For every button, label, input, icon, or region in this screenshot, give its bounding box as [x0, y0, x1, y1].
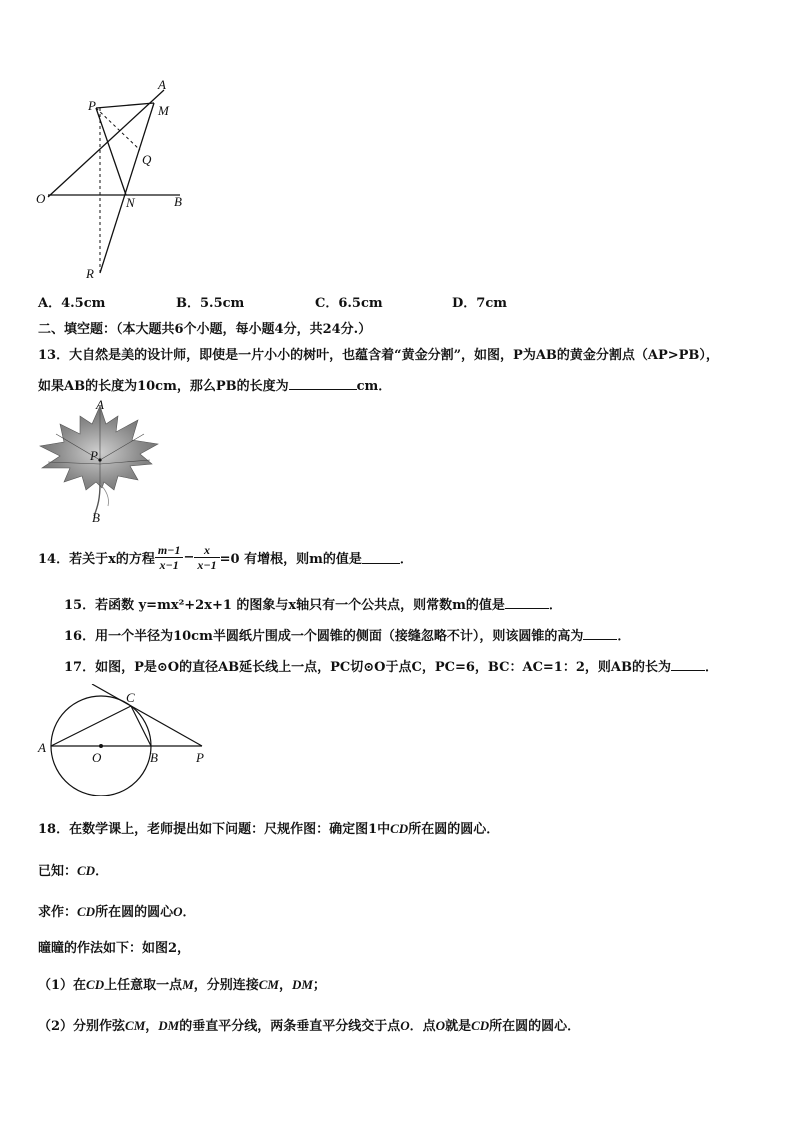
q13-line2: 如果AB的长度为10cm，那么PB的长度为 cm．: [38, 379, 392, 394]
circle-label-c: C: [126, 690, 135, 705]
option-d: D．7cm: [452, 296, 507, 311]
label-n: N: [126, 195, 135, 210]
q17-line: 17．如图，P是⊙O的直径AB延长线上一点，PC切⊙O于点C，PC=6，BC：AC=1：2，则AB的长为 ．: [64, 660, 718, 675]
circle-label-p: P: [196, 750, 204, 765]
circle-label-b: B: [150, 750, 158, 765]
arc-cd: CD: [77, 904, 96, 919]
leaf-label-b: B: [92, 510, 100, 525]
leaf-label-a: A: [96, 398, 104, 412]
q18-step1: （1）在CD上任意取一点M，分别连接CM，DM；: [38, 977, 326, 993]
q13-answer-blank[interactable]: [289, 377, 357, 390]
circle-tangent-figure: [34, 684, 214, 796]
option-b: B．5.5cm: [176, 296, 245, 311]
label-p: P: [88, 98, 96, 113]
label-q: Q: [142, 152, 152, 167]
arc-cd: CD: [86, 977, 105, 992]
option-a: A．4.5cm: [38, 296, 106, 311]
arc-cd: CD: [77, 863, 96, 878]
arc-cd: CD: [471, 1018, 490, 1033]
point-p: [98, 458, 101, 461]
q12-options: [38, 292, 598, 311]
q18-step2: （2）分别作弦CM，DM的垂直平分线，两条垂直平分线交于点O．点O就是CD所在圆的圆心．: [38, 1018, 581, 1034]
circle-label-a: A: [38, 740, 46, 755]
label-o: O: [36, 191, 46, 206]
q18-intro: 18．在数学课上，老师提出如下问题：尺规作图：确定图1中CD所在圆的圆心．: [38, 821, 500, 837]
arc-cd: CD: [390, 821, 409, 836]
label-r: R: [86, 266, 94, 281]
q14-answer-blank[interactable]: [362, 551, 400, 564]
label-m: M: [158, 103, 169, 118]
leaf-figure: [34, 398, 166, 526]
geometry-figure-pmq: [30, 78, 200, 283]
ray-oa: [48, 90, 164, 197]
label-a: A: [158, 78, 166, 92]
leaf-shape: [40, 406, 158, 490]
q13-line1: 13．大自然是美的设计师，即使是一片小小的树叶，也蕴含着“黄金分割”，如图，P为AB的黄金分割点（AP>PB），: [38, 348, 719, 363]
q18-known: 已知：CD．: [38, 863, 109, 879]
q18-method: 曈曈的作法如下：如图2，: [38, 941, 191, 956]
q14-line: 14．若关于x的方程 $\frac{m-1}{x-1}$ − $\frac{x}{x-1}$ =0 有增根，则m的值是 ．: [38, 542, 413, 572]
q15-line: 15．若函数 y=mx²+2x+1 的图象与x轴只有一个公共点，则常数m的值是 ．: [64, 598, 562, 613]
q17-answer-blank[interactable]: [671, 658, 705, 671]
q16-answer-blank[interactable]: [583, 627, 617, 640]
center-o: [99, 744, 103, 748]
q14-fraction-1: $\frac{m-1}{x-1}$: [155, 543, 184, 572]
q16-line: 16．用一个半径为10cm半圆纸片围成一个圆锥的侧面（接缝忽略不计），则该圆锥的高为 ．: [64, 629, 631, 644]
label-b: B: [174, 194, 182, 209]
option-c: C．6.5cm: [315, 296, 383, 311]
leaf-label-p: P: [90, 448, 98, 463]
circle-label-o: O: [92, 750, 102, 765]
q18-find: 求作：CD所在圆的圆心O．: [38, 904, 196, 920]
section-heading-fill-blank: 二、填空题：（本大题共6个小题，每小题4分，共24分.）: [38, 322, 372, 337]
q14-fraction-2: $\frac{x}{x-1}$: [194, 543, 219, 572]
q15-answer-blank[interactable]: [505, 596, 549, 609]
segment-rm: [100, 103, 154, 273]
chord-ac: [51, 706, 131, 746]
